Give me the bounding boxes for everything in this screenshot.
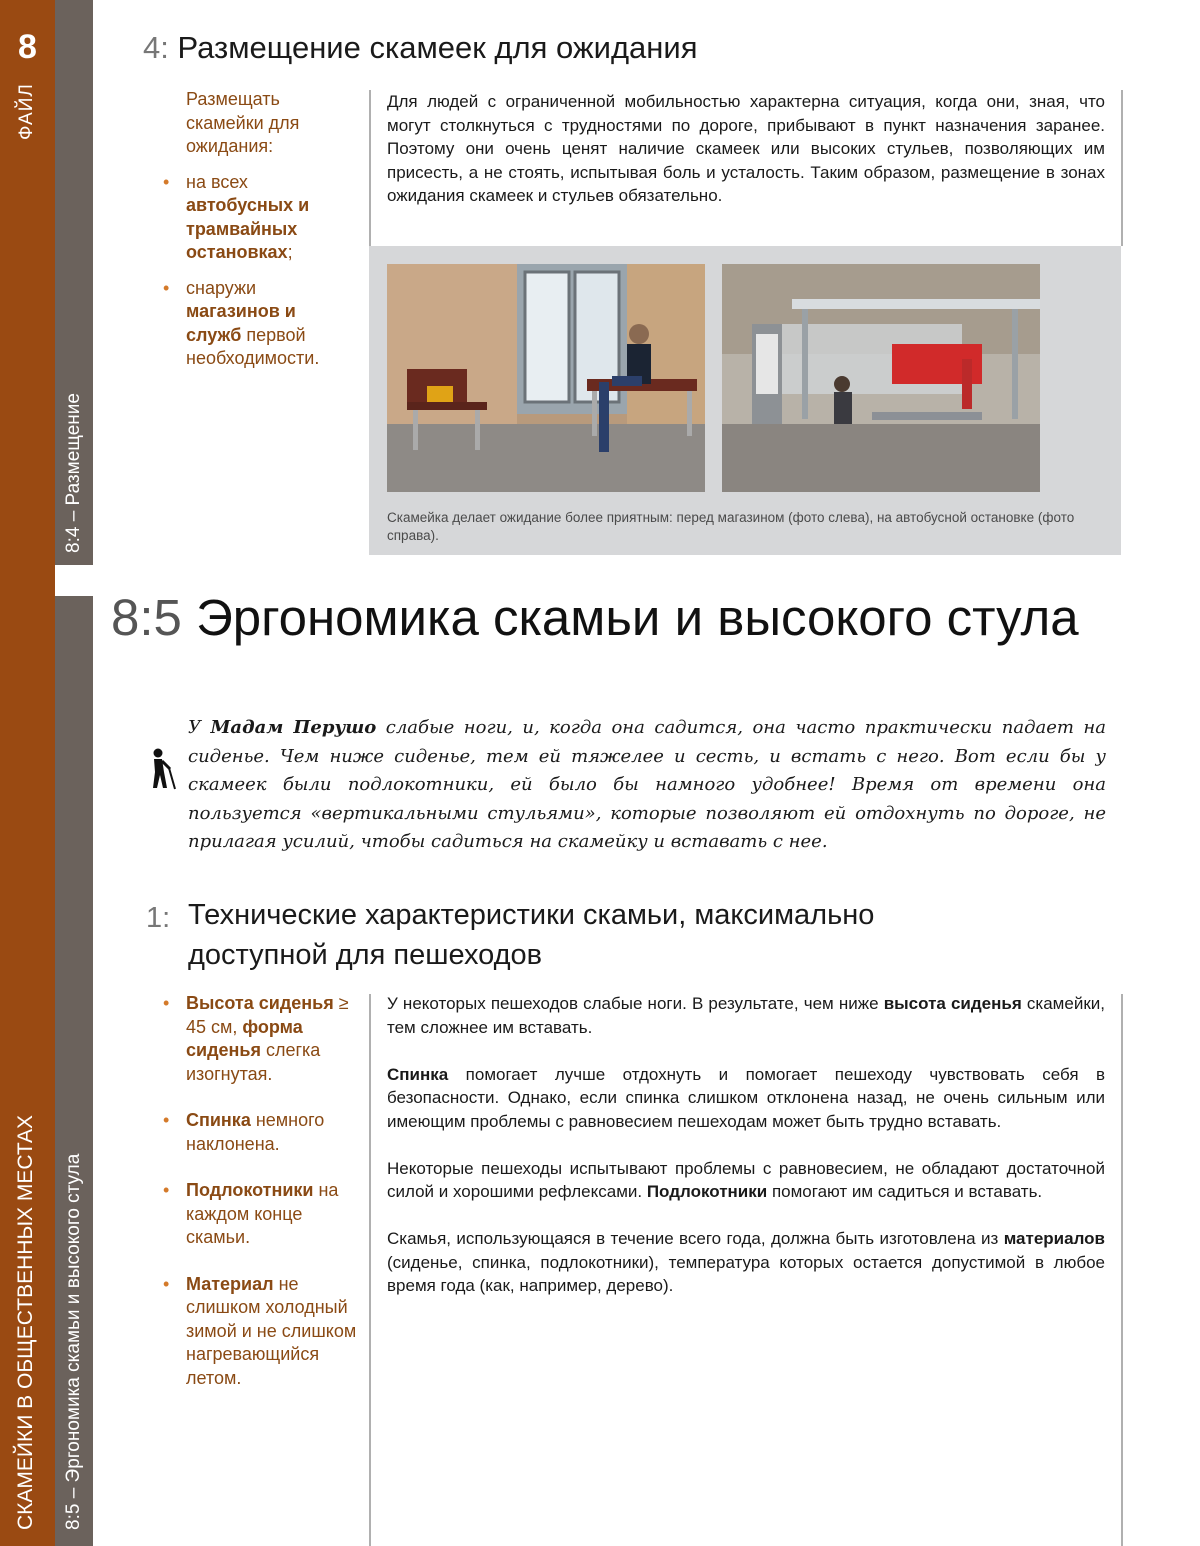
section-85-heading bbox=[111, 588, 1079, 647]
photo-caption: Скамейка делает ожидание более приятным: перед магазином (фото слева), на автобусной остановке (фото справа). bbox=[387, 510, 1075, 543]
subsection-title: Технические характеристики скамьи, максимально доступной для пешеходов bbox=[188, 899, 875, 971]
paragraph: Спинка помогает лучше отдохнуть и помогает пешеходу чувствовать себя в безопасности. Однако, если спинка слишком отклонена назад, не очень сильным или имеющим проблемы с равновесием пешеходам может быть трудно вставать. bbox=[387, 1064, 1105, 1131]
list-item: • снаружи магазинов и служб первой необходимости. bbox=[163, 277, 343, 371]
list-item: • Спинка немного наклонена. bbox=[163, 1109, 358, 1156]
file-number: 8 bbox=[18, 28, 37, 66]
persona-quote: У Мадам Перушо слабые ноги, и, когда она садится, она часто практически падает на сиденье. Чем ниже сиденье, тем ей тяжелее и сесть, и встать с него. Вот если бы у скамеек были подлокотники, ей было бы намного удобнее! Время от времени она пользуется «вертикальными стульями», которые позволяют ей отдохнуть по дороге, не прилагая усилий, чтобы садиться на скамейку и вставать с нее. bbox=[188, 717, 1107, 852]
photo-panel bbox=[369, 246, 1121, 555]
subsection-number: 1: bbox=[146, 902, 171, 934]
body-text-84: Для людей с ограниченной мобильностью характерна ситуация, когда они, зная, что могут столкнуться с трудностями по дороге, прибывают в пункт назначения заранее. Поэтому они очень ценят наличие скамеек или высоких стульев, позволяющих им присесть, а не стоять, испытывая боль и усталость. Таким образом, размещение в зонах ожидания скамеек и стульев обязательно. bbox=[387, 92, 1105, 205]
side-notes-84 bbox=[163, 88, 343, 383]
photo-bus-stop bbox=[722, 264, 1040, 492]
file-label: ФАЙЛ bbox=[16, 83, 37, 140]
side-list-84 bbox=[163, 171, 343, 371]
column-divider bbox=[1121, 90, 1123, 246]
paragraph: Некоторые пешеходы испытывают проблемы с равновесием, не обладают достаточной силой и хорошими рефлексами. Подлокотники помогают им садиться и вставать. bbox=[387, 1158, 1105, 1201]
column-divider bbox=[369, 90, 371, 246]
list-item: • на всех автобусных и трамвайных остановках; bbox=[163, 171, 343, 265]
column-divider bbox=[1121, 994, 1123, 1546]
section-84-label: 8:4 – Размещение bbox=[63, 393, 84, 553]
side-intro: Размещать скамейки для ожидания: bbox=[186, 89, 300, 156]
paragraph: У некоторых пешеходов слабые ноги. В результате, чем ниже высота сиденья скамейки, тем сложнее им вставать. bbox=[387, 994, 1105, 1037]
section-number: 8:5 bbox=[111, 589, 182, 646]
elderly-walker-icon bbox=[143, 748, 179, 790]
document-title: СКАМЕЙКИ В ОБЩЕСТВЕННЫХ МЕСТАХ bbox=[14, 1115, 37, 1530]
subsection-4-heading bbox=[143, 30, 698, 66]
list-item: • Подлокотники на каждом конце скамьи. bbox=[163, 1179, 358, 1250]
column-divider bbox=[369, 994, 371, 1546]
paragraph: Скамья, использующаяся в течение всего года, должна быть изготовлена из материалов (сиденье, спинка, подлокотники), температура которых остается допустимой в любое время года (как, например, дерево). bbox=[387, 1229, 1105, 1295]
list-item: • Материал не слишком холодный зимой и не слишком нагревающийся летом. bbox=[163, 1273, 358, 1391]
side-list-85 bbox=[163, 992, 358, 1390]
subsection-number: 4: bbox=[143, 30, 169, 65]
section-85-label: 8:5 – Эргономика скамьи и высокого стула bbox=[63, 1153, 84, 1530]
subsection-title: Размещение скамеек для ожидания bbox=[177, 30, 698, 65]
photo-bench-shop bbox=[387, 264, 705, 492]
side-notes-85 bbox=[163, 992, 358, 1402]
body-text-85 bbox=[387, 992, 1105, 1321]
section-title: Эргономика скамьи и высокого стула bbox=[196, 589, 1079, 646]
list-item: • Высота сиденья ≥ 45 см, форма сиденья слегка изогнутая. bbox=[163, 992, 358, 1086]
